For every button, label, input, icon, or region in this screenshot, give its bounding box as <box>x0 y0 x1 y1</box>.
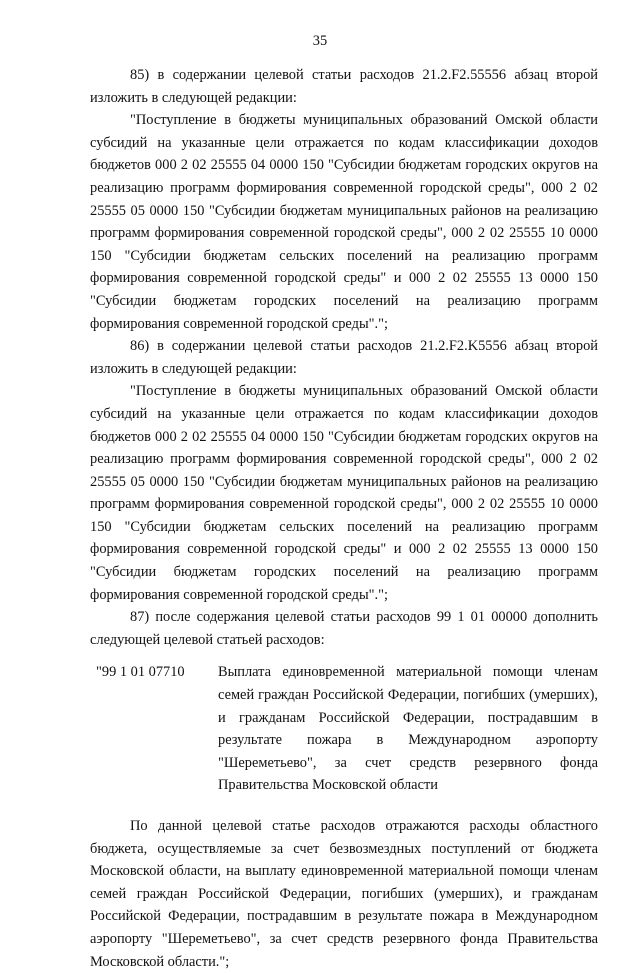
paragraph-85-quote: "Поступление в бюджеты муниципальных образований Омской области субсидий на указанные цели отражается по кодам классификации доходов бюджетов 000 2 02 25555 04 0000 150 "Субсидии бюджетам городских округов на реализацию программ формирования современной городской среды", 000 2 02 25555 05 0000 150 "Субсидии бюджетам муниципальных районов на реализацию программ формирования современной городской среды", 000 2 02 25555 10 0000 150 "Субсидии бюджетам сельских поселений на реализацию программ формирования современной городской среды" и 000 2 02 25555 13 0000 150 "Субсидии бюджетам городских поселений на реализацию программ формирования современной городской среды"."; <box>90 112 598 332</box>
paragraph-85: 85) в содержании целевой статьи расходов 21.2.F2.55556 абзац второй изложить в следующей редакции: <box>90 67 598 106</box>
expense-description-text: Выплата единовременной материальной помощи членам семей граждан Российской Федерации, погибших (умерших), и гражданам Российской Федерации, пострадавшим в результате пожара в Международном аэропорту "Шереметьево", за счет средств резервного фонда Правительства Московской области <box>218 664 598 794</box>
paragraph-86: 86) в содержании целевой статьи расходов 21.2.F2.K5556 абзац второй изложить в следующей редакции: <box>90 338 598 377</box>
paragraph-closing: По данной целевой статье расходов отражаются расходы областного бюджета, осуществляемые за счет безвозмездных поступлений от бюджета Московской области, на выплату единовременной материальной помощи членам семей граждан Российской Федерации, погибших (умерших), и гражданам Российской Федерации, пострадавшим в результате пожара в Международном аэропорту "Шереметьево", за счет средств резервного фонда Правительства Московской области."; <box>90 818 598 970</box>
expense-item-row <box>90 661 598 797</box>
paragraph-86-quote: "Поступление в бюджеты муниципальных образований Омской области субсидий на указанные цели отражается по кодам классификации доходов бюджетов 000 2 02 25555 04 0000 150 "Субсидии бюджетам городских округов на реализацию программ формирования современной городской среды", 000 2 02 25555 05 0000 150 "Субсидии бюджетам муниципальных районов на реализацию программ формирования современной городской среды", 000 2 02 25555 10 0000 150 "Субсидии бюджетам сельских поселений на реализацию программ формирования современной городской среды" и 000 2 02 25555 13 0000 150 "Субсидии бюджетам городских поселений на реализацию программ формирования современной городской среды"."; <box>90 383 598 603</box>
expense-code: "99 1 01 07710 <box>96 664 185 681</box>
expense-description <box>214 661 598 797</box>
page-number: 35 <box>312 33 328 49</box>
document-body <box>90 64 598 973</box>
paragraph-87: 87) после содержания целевой статьи расходов 99 1 01 00000 дополнить следующей целевой статьей расходов: <box>90 609 598 648</box>
